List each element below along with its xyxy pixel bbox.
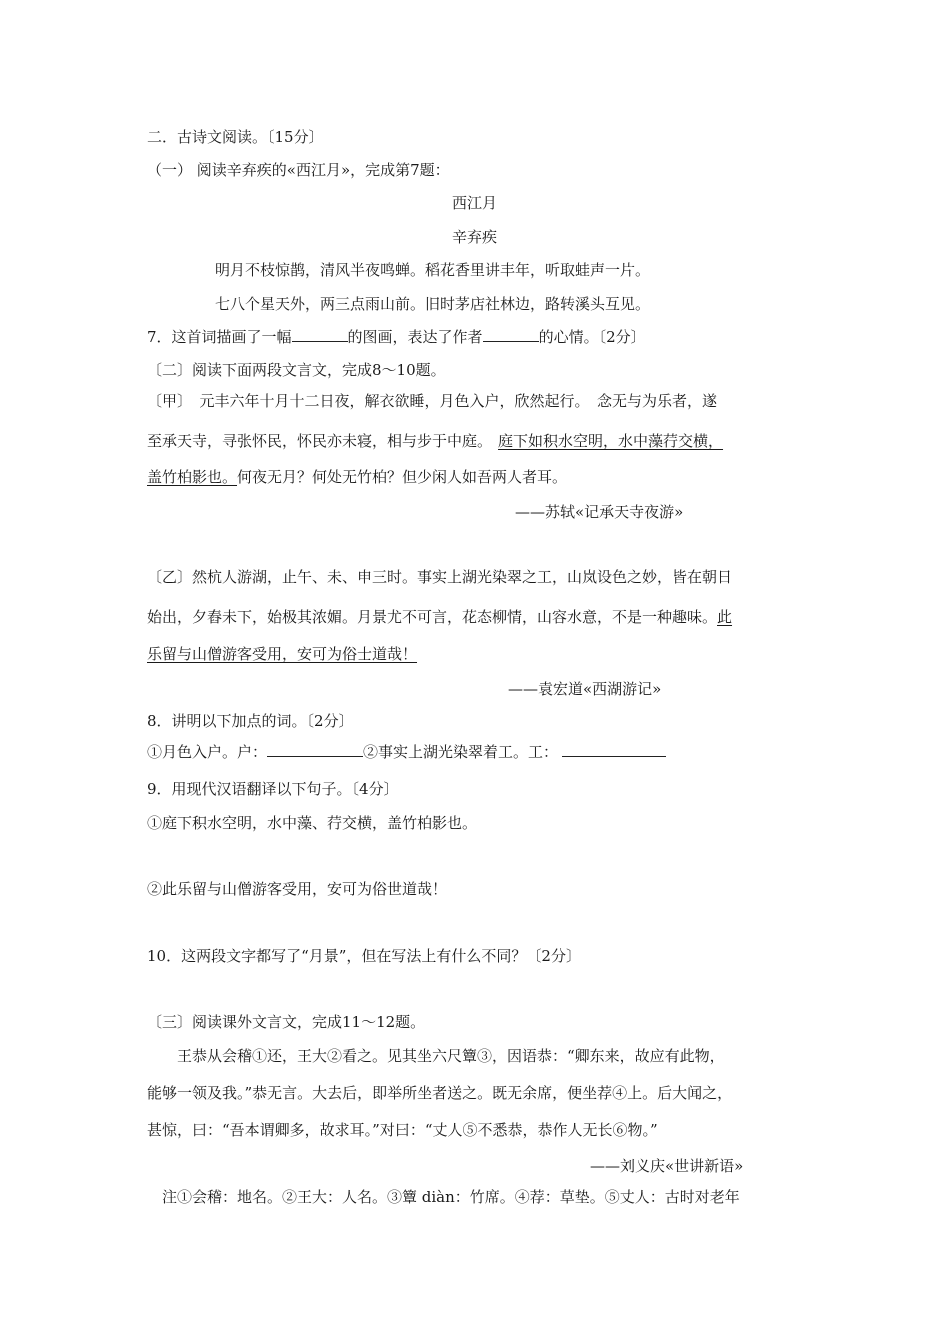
jia-line-2-text: 至承天寺，寻张怀民，怀民亦未寝，相与步于中庭。: [147, 432, 493, 450]
part3-source: ——刘义庆«世讲新语»: [590, 1157, 744, 1175]
question-9: 9．用现代汉语翻译以下句子。〔4分〕: [147, 780, 399, 798]
jia-line-1: 〔甲〕 元丰六年十月十二日夜，解衣欲睡，月色入户，欣然起行。 念无与为乐者，遂: [147, 392, 718, 410]
q9-item-1: ①庭下积水空明，水中藻、荇交横，盖竹柏影也。: [147, 814, 478, 832]
yi-source: ——袁宏道«西湖游记»: [508, 680, 662, 698]
poem-line-1: 明月不枝惊鹊，清风半夜鸣蝉。稻花香里讲丰年，听取蛙声一片。: [215, 261, 651, 279]
question-10: 10．这两段文字都写了“月景”，但在写法上有什么不同？〔2分〕: [147, 947, 581, 965]
yi-line-3: [147, 644, 417, 664]
part3-line-2: 能够一领及我。”恭无言。大去后，即举所坐者送之。既无余席，便坐荐④上。后大闻之，: [147, 1084, 733, 1102]
part3-intro: 〔三〕阅读课外文言文，完成11～12题。: [147, 1013, 426, 1031]
yi-line-2: [147, 607, 732, 627]
part2-intro: 〔二〕阅读下面两段文言文，完成8～10题。: [147, 361, 446, 379]
poem-title: 西江月: [451, 194, 497, 212]
part1-intro: （一） 阅读辛弃疾的«西江月»，完成第7题：: [147, 161, 450, 179]
q7-blank-1[interactable]: [292, 327, 348, 342]
q7-text-b: 的图画，表达了作者: [347, 328, 483, 346]
q8-item-2: ②事实上湖光染翠着工。工：: [363, 743, 559, 761]
question-7: [147, 327, 646, 347]
q8-blank-2[interactable]: [562, 742, 666, 757]
jia-underlined-sentence: 庭下如积水空明，水中藻荇交横，: [498, 432, 724, 450]
q7-text-c: 的心情。〔2分〕: [538, 328, 646, 346]
jia-line-3-text: 何夜无月？何处无竹柏？但少闲人如吾两人者耳。: [237, 468, 568, 486]
yi-line-1: 〔乙〕然杭人游湖，止午、未、申三时。事实上湖光染翠之工，山岚设色之妙，皆在朝日: [147, 568, 733, 586]
q8-item-1: ①月色入户。户：: [147, 743, 268, 761]
q7-blank-2[interactable]: [483, 327, 539, 342]
poem-line-2: 七八个星天外，两三点雨山前。旧时茅店社林边，路转溪头互见。: [215, 295, 651, 313]
jia-line-2: [147, 431, 723, 451]
part3-note: 注①会稽：地名。②王大：人名。③簟 diàn：竹席。④荐：草垫。⑤丈人：古时对老年: [162, 1188, 740, 1206]
question-8-items: [147, 742, 666, 762]
poem-author: 辛弃疾: [451, 228, 497, 246]
jia-line-3: [147, 467, 567, 487]
yi-line-2-text: 始出，夕舂未下，始极其浓媚。月景尤不可言，花态柳情，山容水意，不是一种趣味。: [147, 608, 718, 626]
part3-line-3: 甚惊，曰：“吾本谓卿多，故求耳。”对曰：“丈人⑤不悉恭，恭作人无长⑥物。”: [147, 1121, 658, 1139]
jia-underlined-end: 盖竹柏影也。: [147, 468, 238, 486]
question-8: 8．讲明以下加点的词。〔2分〕: [147, 712, 354, 730]
jia-source: ——苏轼«记承天寺夜游»: [515, 503, 684, 521]
part3-line-1: 王恭从会稽①还，王大②看之。见其坐六尺簟③，因语恭：“卿东来，故应有此物，: [177, 1047, 725, 1065]
q8-blank-1[interactable]: [267, 742, 363, 757]
q9-item-2: ②此乐留与山僧游客受用，安可为俗世道哉！: [147, 880, 448, 898]
yi-underlined-sentence: 乐留与山僧游客受用，安可为俗士道哉！: [147, 645, 418, 663]
q7-text-a: 7．这首词描画了一幅: [147, 328, 292, 346]
section-heading: 二．古诗文阅读。〔15分〕: [147, 128, 324, 146]
yi-underlined-start: 此: [717, 608, 733, 626]
